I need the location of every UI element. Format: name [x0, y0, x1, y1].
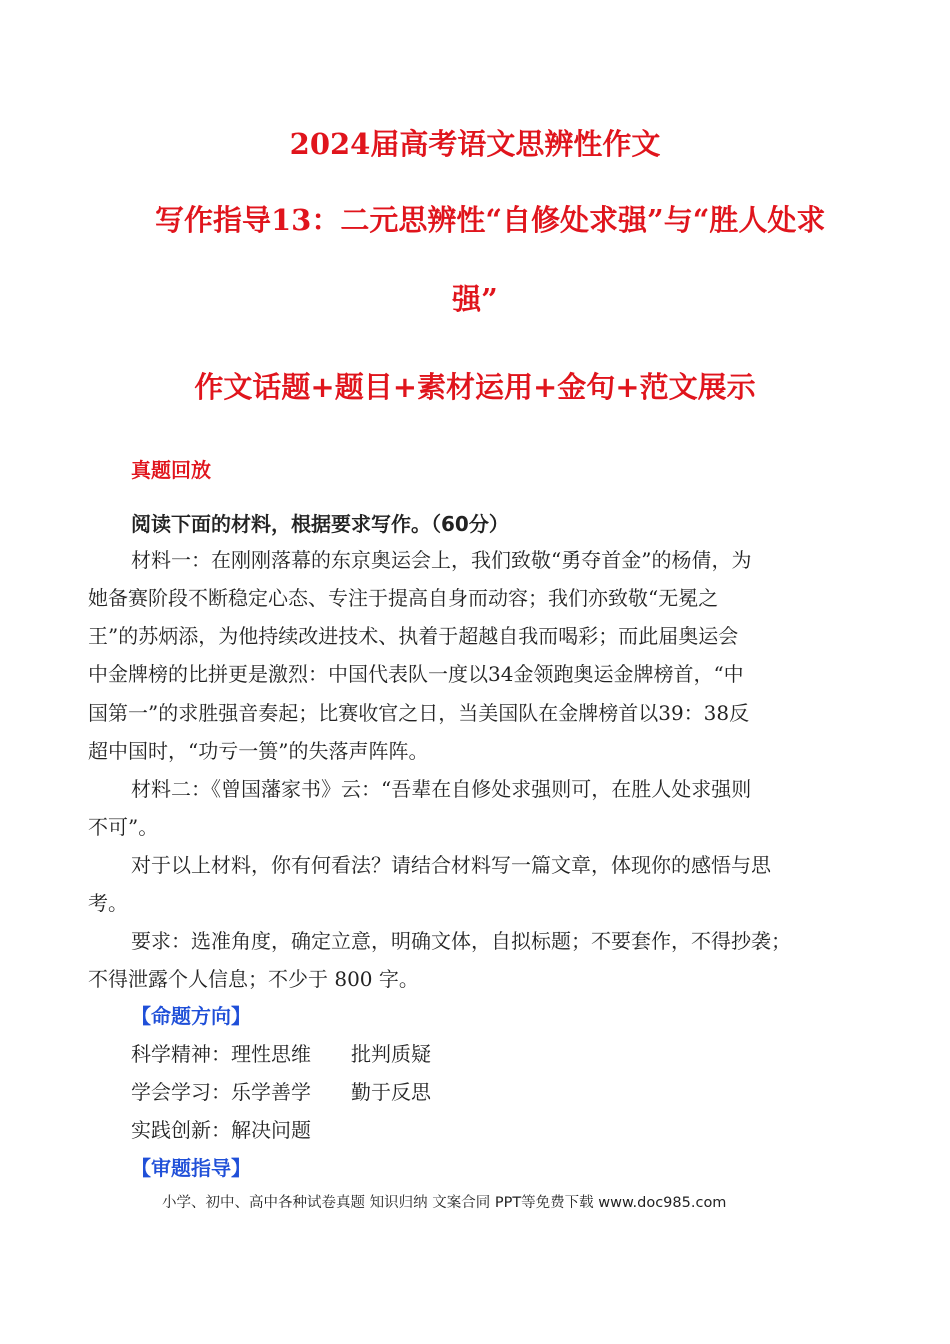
direction-item: 学会学习：乐学善学 勤于反思	[131, 1080, 431, 1104]
body-line: 不可”。	[88, 815, 159, 839]
body-line: 材料一：在刚刚落幕的东京奥运会上，我们致敬“勇夺首金”的杨倩，为	[131, 548, 752, 572]
subtitle: 作文话题+题目+素材运用+金句+范文展示	[194, 370, 756, 404]
body-line: 要求：选准角度，确定立意，明确文体，自拟标题；不要套作，不得抄袭；	[131, 929, 791, 953]
body-line: 国第一”的求胜强音奏起；比赛收官之日，当美国队在金牌榜首以39：38反	[88, 701, 750, 725]
body-line: 中金牌榜的比拼更是激烈：中国代表队一度以34金领跑奥运金牌榜首，“中	[88, 662, 744, 686]
instruction-text: 阅读下面的材料，根据要求写作。（60分）	[131, 512, 509, 536]
body-line: 材料二：《曾国藩家书》云：“吾辈在自修处求强则可，在胜人处求强则	[131, 777, 752, 801]
page-footer: 小学、初中、高中各种试卷真题 知识归纳 文案合同 PPT等免费下载 www.doc985.com	[162, 1195, 727, 1211]
body-line: 考。	[88, 891, 128, 915]
body-line: 对于以上材料，你有何看法？请结合材料写一篇文章，体现你的感悟与思	[131, 853, 771, 877]
title-line-1: 2024届高考语文思辨性作文	[289, 127, 661, 161]
direction-item: 科学精神：理性思维 批判质疑	[131, 1042, 431, 1066]
direction-item: 实践创新：解决问题	[131, 1118, 311, 1142]
guide-heading: 【审题指导】	[131, 1156, 251, 1180]
title-line-3: 强”	[452, 282, 498, 316]
title-line-2: 写作指导13：二元思辨性“自修处求强”与“胜人处求	[155, 203, 826, 237]
body-line: 超中国时，“功亏一篑”的失落声阵阵。	[88, 739, 429, 763]
section-heading: 真题回放	[131, 458, 211, 482]
body-line: 不得泄露个人信息；不少于 800 字。	[88, 967, 419, 991]
body-line: 她备赛阶段不断稳定心态、专注于提高自身而动容；我们亦致敬“无冕之	[88, 586, 719, 610]
direction-heading: 【命题方向】	[131, 1004, 251, 1028]
body-line: 王”的苏炳添，为他持续改进技术、执着于超越自我而喝彩；而此届奥运会	[88, 624, 739, 648]
